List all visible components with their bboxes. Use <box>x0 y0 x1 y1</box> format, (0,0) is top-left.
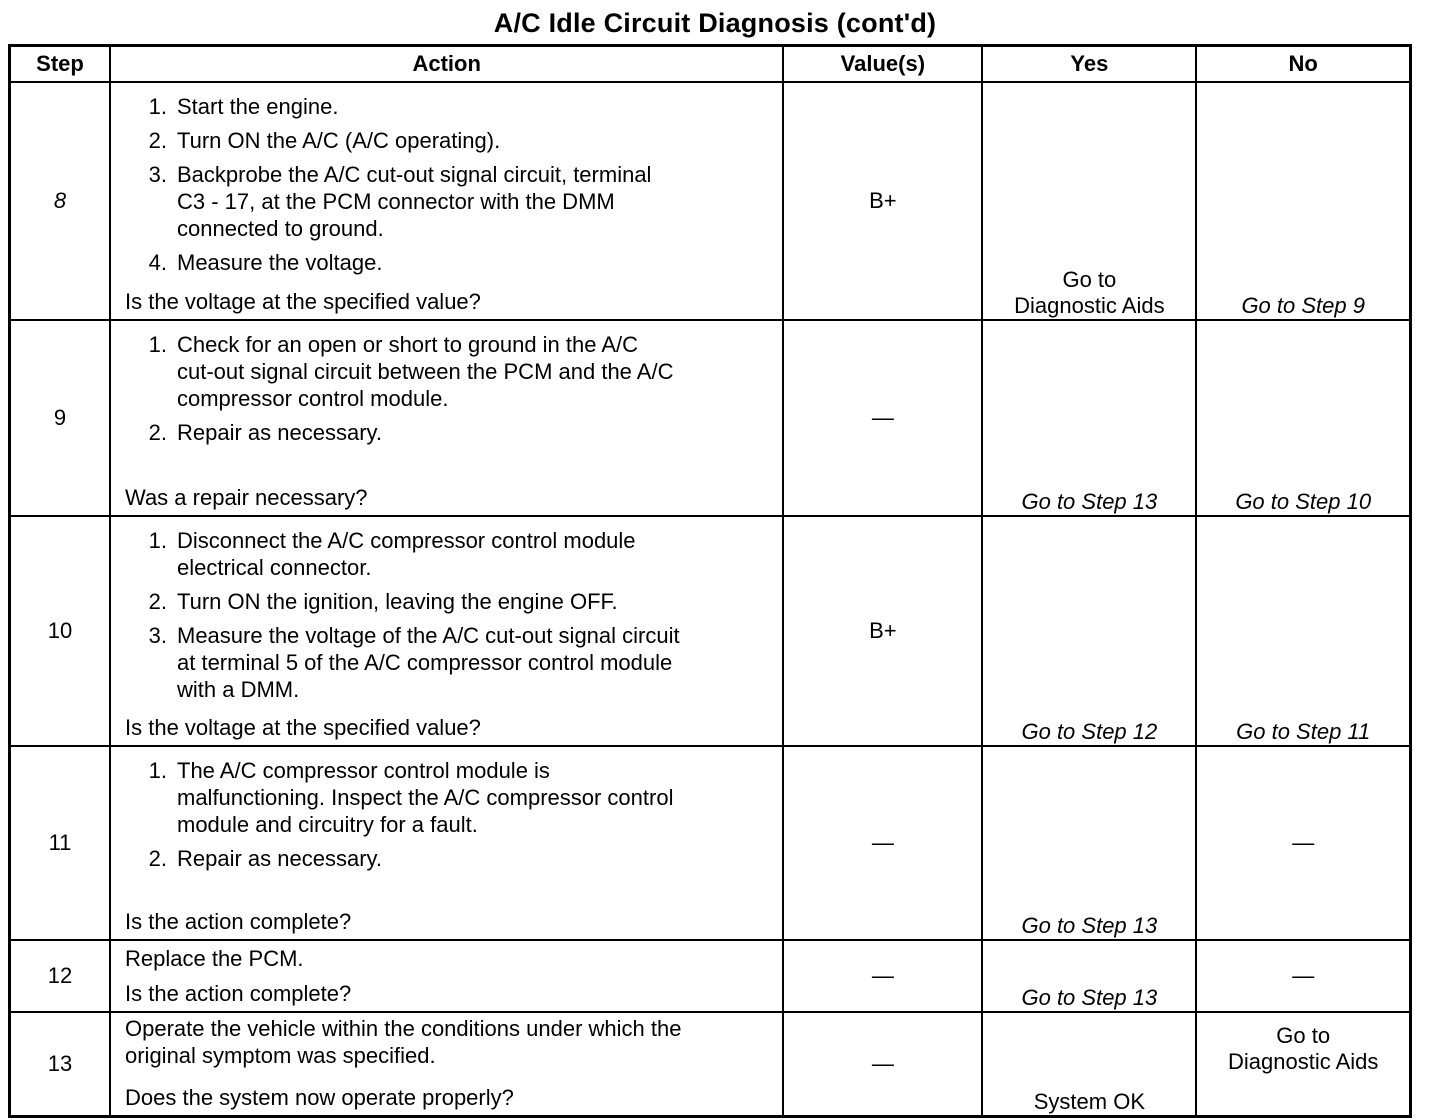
action-cell <box>110 940 783 1012</box>
action-item: 1. Start the engine. <box>148 94 339 119</box>
table-row-step-12 <box>10 940 1411 1012</box>
step-number: 10 <box>10 516 111 746</box>
action-text: Replace the PCM. <box>125 946 304 971</box>
action-item: 1. Check for an open or short to ground in the A/C cut-out signal circuit between the PCM and the A/C compressor control module. <box>148 332 674 411</box>
action-item: 2. Repair as necessary. <box>148 846 383 871</box>
action-cell <box>110 82 783 320</box>
header-step: Step <box>10 46 111 83</box>
action-item: 2. Turn ON the A/C (A/C operating). <box>148 128 501 153</box>
header-action: Action <box>110 46 783 83</box>
action-item: 2. Repair as necessary. <box>148 420 383 445</box>
yes-cell: Go to Step 13 <box>982 940 1196 1012</box>
table-row-step-11 <box>10 746 1411 940</box>
action-question: Does the system now operate properly? <box>125 1085 514 1110</box>
no-cell: — <box>1196 940 1410 1012</box>
no-cell: — <box>1196 746 1410 940</box>
value-cell: B+ <box>783 82 982 320</box>
action-question: Is the action complete? <box>125 909 352 934</box>
step-number: 11 <box>10 746 111 940</box>
step-number: 12 <box>10 940 111 1012</box>
header-no: No <box>1196 46 1410 83</box>
action-question: Was a repair necessary? <box>125 485 368 510</box>
action-item: 1. Disconnect the A/C compressor control module electrical connector. <box>148 528 636 580</box>
value-cell: — <box>783 320 982 516</box>
header-values: Value(s) <box>783 46 982 83</box>
table-row-step-10 <box>10 516 1411 746</box>
action-item: 2. Turn ON the ignition, leaving the engine OFF. <box>148 589 618 614</box>
step-number: 8 <box>10 82 111 320</box>
action-item: 4. Measure the voltage. <box>148 250 383 275</box>
table-row-step-8 <box>10 82 1411 320</box>
step-number: 9 <box>10 320 111 516</box>
action-cell <box>110 516 783 746</box>
action-question: Is the voltage at the specified value? <box>125 289 481 314</box>
value-cell: — <box>783 746 982 940</box>
action-item: 3. Backprobe the A/C cut-out signal circuit, terminal C3 - 17, at the PCM connector with the DMM connected to ground. <box>148 162 652 241</box>
page-title: A/C Idle Circuit Diagnosis (cont'd) <box>493 8 937 38</box>
no-cell: Go to Step 11 <box>1196 516 1410 746</box>
table-row-step-9 <box>10 320 1411 516</box>
value-cell: B+ <box>783 516 982 746</box>
value-cell: — <box>783 1012 982 1117</box>
action-question: Is the voltage at the specified value? <box>125 715 481 740</box>
action-cell <box>110 320 783 516</box>
header-yes: Yes <box>982 46 1196 83</box>
action-item: 3. Measure the voltage of the A/C cut-out signal circuit at terminal 5 of the A/C compressor control module with a DMM. <box>148 623 680 702</box>
action-cell <box>110 1012 783 1117</box>
no-cell: Go to Diagnostic Aids <box>1196 1012 1410 1117</box>
yes-cell: Go to Step 13 <box>982 746 1196 940</box>
diagnosis-table <box>8 44 1412 1118</box>
action-cell <box>110 746 783 940</box>
yes-cell: System OK <box>982 1012 1196 1117</box>
yes-cell: Go to Step 12 <box>982 516 1196 746</box>
yes-cell: Go to Step 13 <box>982 320 1196 516</box>
no-cell: Go to Step 10 <box>1196 320 1410 516</box>
action-text: Operate the vehicle within the conditions under which the original symptom was specified. <box>125 1016 682 1068</box>
value-cell: — <box>783 940 982 1012</box>
yes-cell: Go to Diagnostic Aids <box>982 82 1196 320</box>
action-item: 1. The A/C compressor control module is malfunctioning. Inspect the A/C compressor control module and circuitry for a fault. <box>148 758 674 837</box>
header-row <box>10 46 1411 83</box>
table-row-step-13 <box>10 1012 1411 1117</box>
no-cell: Go to Step 9 <box>1196 82 1410 320</box>
action-question: Is the action complete? <box>125 981 352 1006</box>
step-number: 13 <box>10 1012 111 1117</box>
